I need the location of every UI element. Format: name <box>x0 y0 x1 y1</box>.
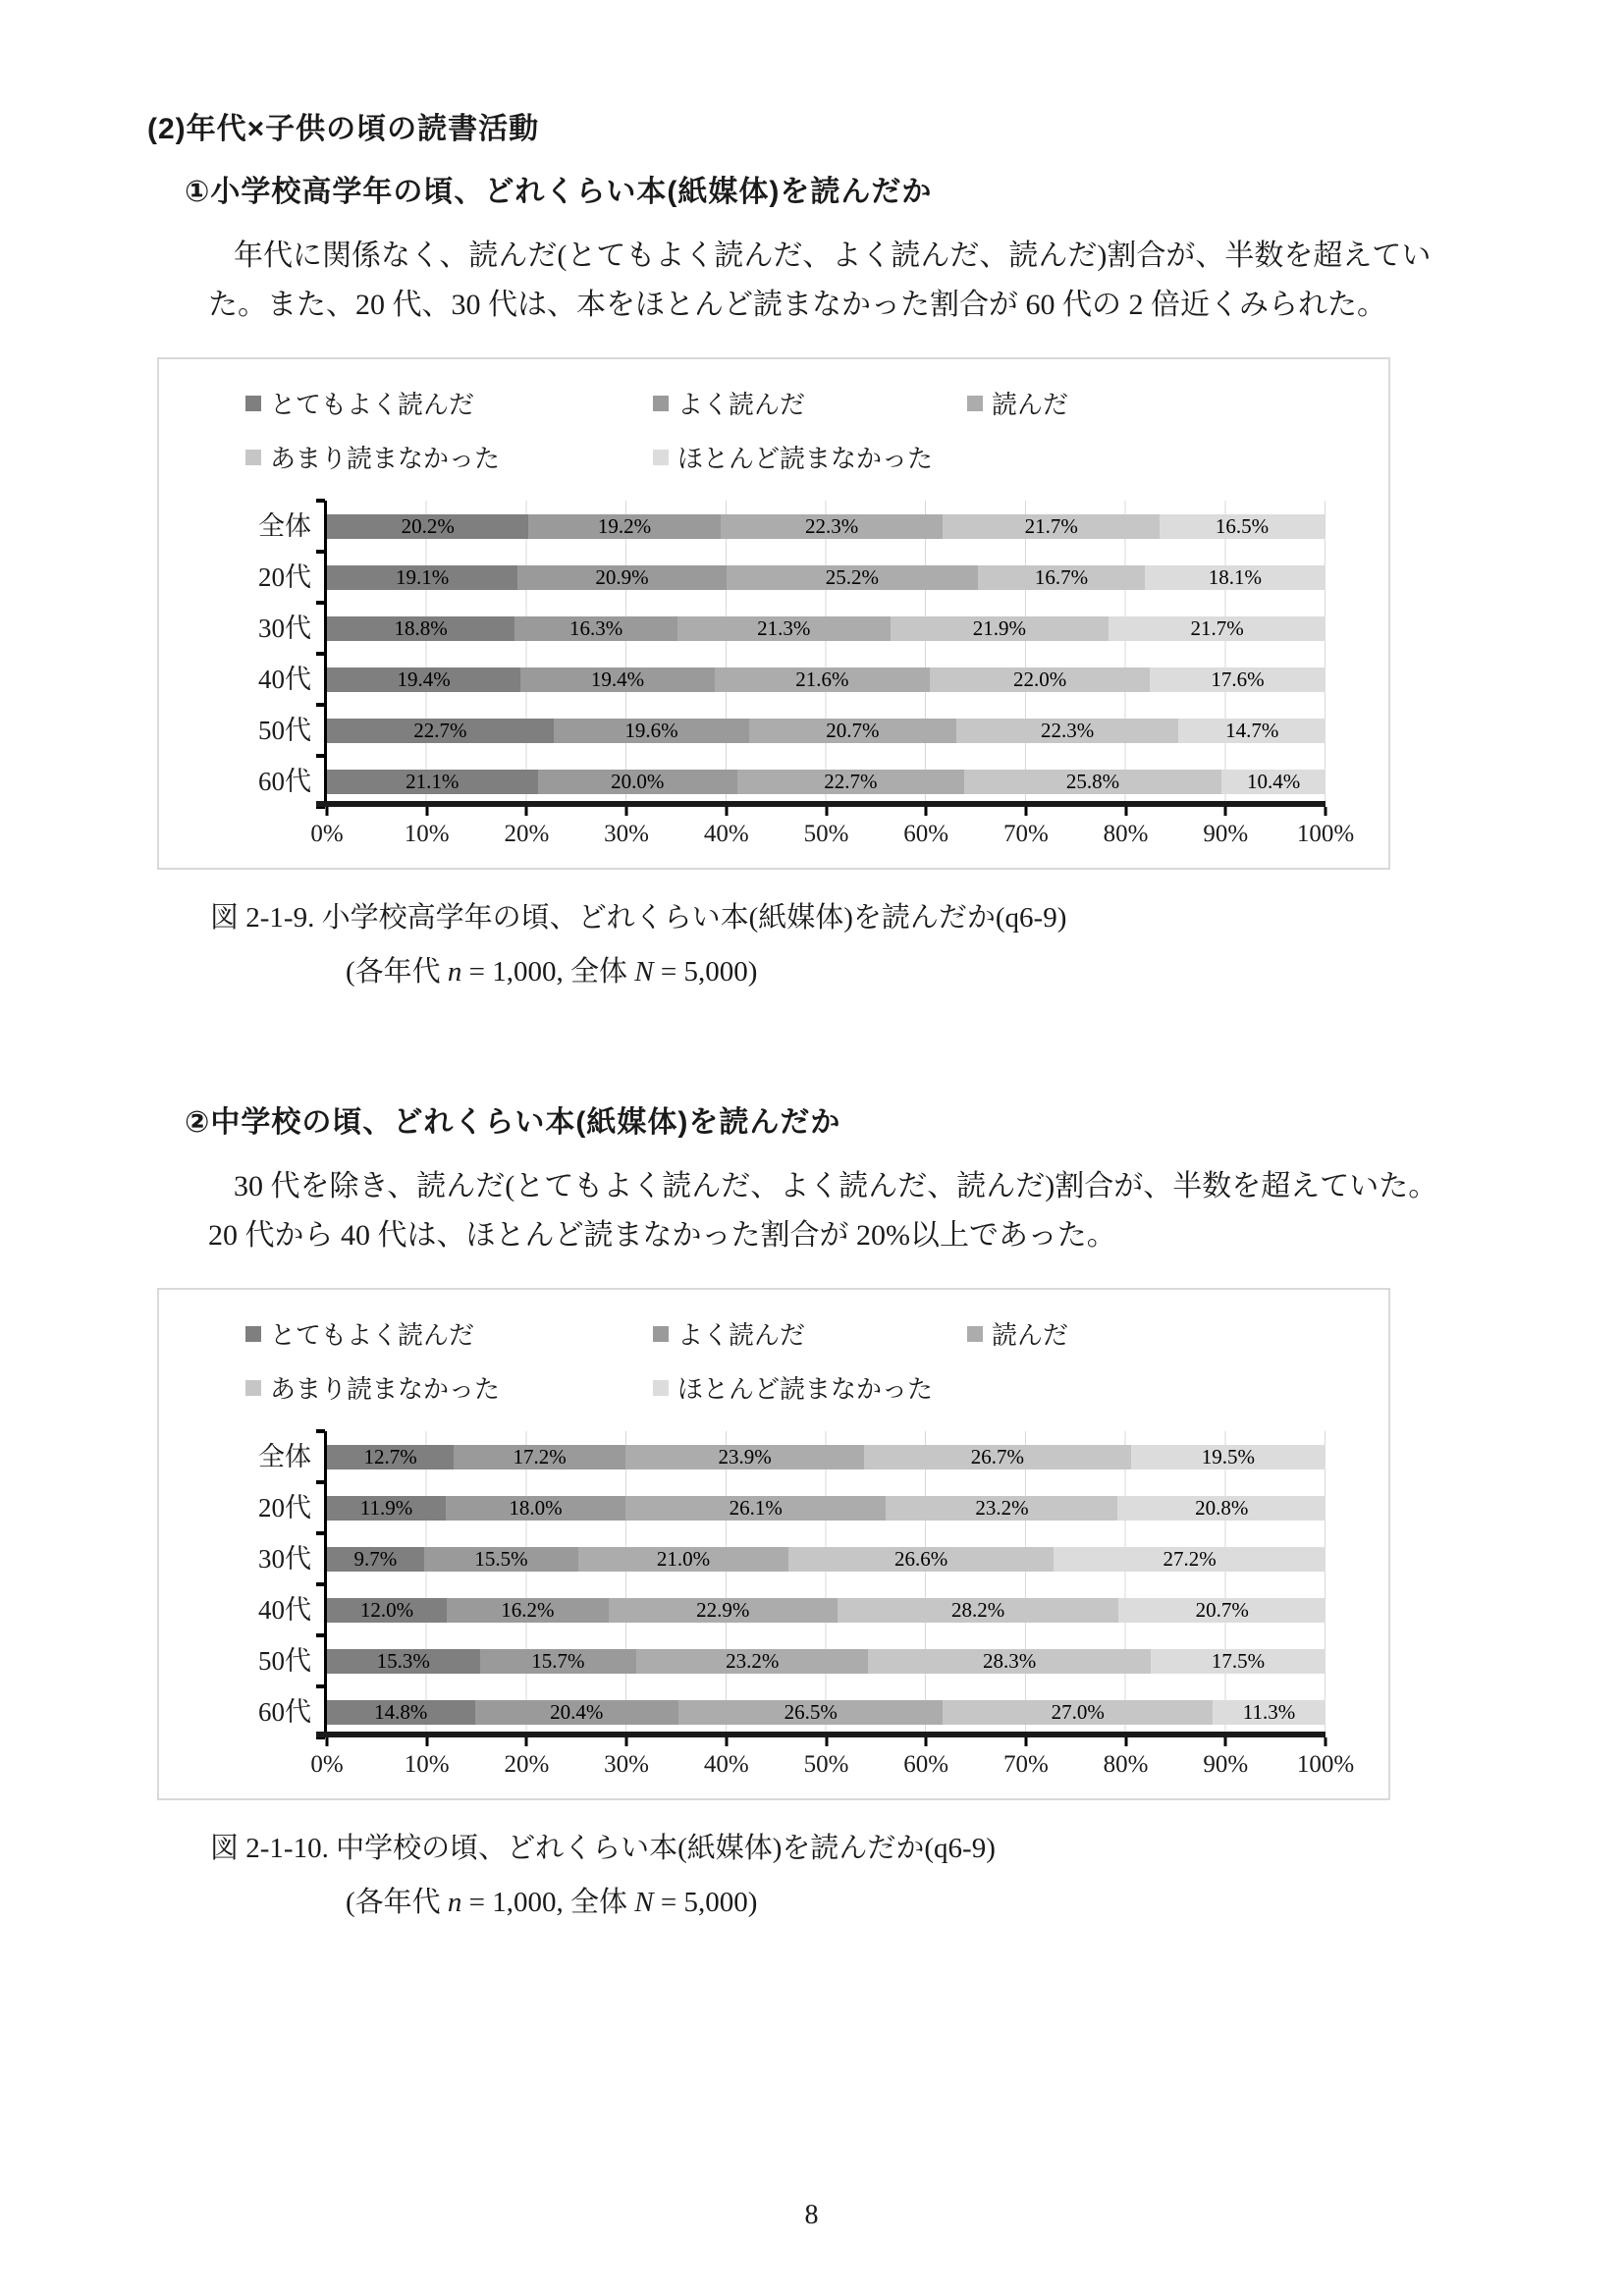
bar-segment: 20.2% <box>327 514 528 539</box>
bar-row <box>327 501 1325 552</box>
bar-segment: 28.3% <box>868 1649 1151 1674</box>
y-axis-tick <box>316 1735 325 1739</box>
category-label: 20代 <box>258 1493 311 1522</box>
bar-segment: 16.3% <box>514 616 677 641</box>
bar-segment: 12.7% <box>327 1445 454 1469</box>
note-text: = 1,000, 全体 <box>461 1887 635 1918</box>
stacked-bar <box>327 1496 1325 1521</box>
stacked-bar <box>327 1547 1325 1572</box>
stacked-bar <box>327 616 1325 641</box>
bar-segment: 20.8% <box>1117 1496 1325 1521</box>
bar-row <box>327 1533 1325 1584</box>
x-axis-label: 80% <box>1103 1751 1149 1778</box>
x-axis-label: 20% <box>504 1751 550 1778</box>
category-label: 40代 <box>258 665 311 694</box>
y-axis-tick <box>316 652 325 656</box>
category-label: 60代 <box>258 767 311 796</box>
plot-area <box>258 1431 1355 1778</box>
bar-segment: 20.0% <box>538 770 737 794</box>
legend-swatch-icon <box>653 450 669 465</box>
x-axis-label: 100% <box>1296 1751 1355 1778</box>
bar-segment: 19.1% <box>327 565 517 590</box>
chart-figure-2 <box>157 1288 1390 1800</box>
bar-segment: 20.4% <box>475 1700 678 1725</box>
y-axis-tick <box>316 550 325 554</box>
legend-swatch-icon <box>653 1380 669 1396</box>
bar-row <box>327 1482 1325 1533</box>
category-label: 全体 <box>258 511 311 541</box>
figure-caption-note <box>346 1880 1623 1920</box>
legend-label: とてもよく読んだ <box>270 1321 475 1350</box>
x-axis-tick <box>1325 1737 1327 1746</box>
x-axis-label: 30% <box>604 1751 650 1778</box>
legend-swatch-icon <box>967 1326 983 1342</box>
bar-row <box>327 1686 1325 1737</box>
legend-swatch-icon <box>245 1380 261 1396</box>
legend-label: ほとんど読まなかった <box>677 445 934 473</box>
legend-label: あまり読まなかった <box>270 445 501 473</box>
y-axis-tick <box>316 1633 325 1637</box>
x-axis-tick <box>525 1737 528 1746</box>
bar-segment: 21.0% <box>578 1547 788 1572</box>
legend-label: よく読んだ <box>677 391 806 419</box>
x-axis-label: 60% <box>903 1751 949 1778</box>
stacked-bar <box>327 1649 1325 1674</box>
x-axis-label: 0% <box>310 1751 344 1778</box>
chart-legend <box>245 1315 1068 1406</box>
note-text: = 1,000, 全体 <box>461 956 635 988</box>
bar-segment: 27.2% <box>1054 1547 1325 1572</box>
bar-segment: 9.7% <box>327 1547 424 1572</box>
legend-item <box>245 1369 653 1406</box>
x-axis-label: 70% <box>1002 1751 1049 1778</box>
x-axis-label: 20% <box>504 821 550 847</box>
x-axis-tick <box>425 1737 428 1746</box>
stacked-bar <box>327 1445 1325 1469</box>
bar-segment: 26.5% <box>678 1700 944 1725</box>
x-axis-tick <box>625 1737 628 1746</box>
legend-swatch-icon <box>967 396 983 411</box>
bar-segment: 18.1% <box>1145 565 1325 590</box>
legend-item <box>245 385 653 421</box>
bar-segment: 21.3% <box>677 616 891 641</box>
x-axis-tick <box>326 807 329 816</box>
figure-caption: 図 2-1-10. 中学校の頃、どれくらい本(紙媒体)を読んだか(q6-9) <box>210 1833 996 1864</box>
bar-row <box>327 1584 1325 1635</box>
y-axis-tick <box>316 601 325 605</box>
x-axis-tick <box>1224 807 1227 816</box>
bar-segment: 16.2% <box>447 1598 609 1623</box>
x-axis-tick <box>725 807 728 816</box>
bar-segment: 15.5% <box>424 1547 579 1572</box>
category-label: 60代 <box>258 1697 311 1727</box>
bar-segment: 11.3% <box>1213 1700 1325 1725</box>
bar-segment: 20.7% <box>1118 1598 1325 1623</box>
bar-segment: 14.8% <box>327 1700 475 1725</box>
stacked-bar <box>327 514 1325 539</box>
x-axis-label: 90% <box>1203 1751 1249 1778</box>
y-axis-tick <box>316 499 325 503</box>
stacked-bar <box>327 1700 1325 1725</box>
x-axis-label: 40% <box>703 1751 749 1778</box>
bar-segment: 22.9% <box>609 1598 838 1623</box>
y-axis-tick <box>316 1582 325 1586</box>
bar-segment: 23.9% <box>625 1445 864 1469</box>
bar-segment: 11.9% <box>327 1496 446 1521</box>
bar-segment: 22.7% <box>327 719 554 743</box>
legend-item <box>967 1315 1068 1352</box>
category-label: 50代 <box>258 1646 311 1676</box>
legend-label: 読んだ <box>992 391 1069 419</box>
bar-segment: 16.5% <box>1160 514 1325 539</box>
legend-label: あまり読まなかった <box>270 1375 501 1404</box>
legend-swatch-icon <box>653 396 669 411</box>
page-number: 8 <box>804 2200 819 2230</box>
legend-label: ほとんど読まなかった <box>677 1375 934 1404</box>
bar-row <box>327 654 1325 705</box>
chart-figure-1 <box>157 357 1390 870</box>
x-axis-tick <box>925 807 928 816</box>
legend-item <box>967 385 1068 421</box>
x-axis-tick <box>725 1737 728 1746</box>
bar-row <box>327 705 1325 756</box>
bar-row <box>327 603 1325 654</box>
category-label: 40代 <box>258 1595 311 1625</box>
figure-caption: 図 2-1-9. 小学校高学年の頃、どれくらい本(紙媒体)を読んだか(q6-9) <box>210 902 1067 934</box>
note-N-symbol: N <box>634 1887 654 1918</box>
legend-swatch-icon <box>245 396 261 411</box>
x-axis-label: 60% <box>903 821 949 847</box>
stacked-bar <box>327 565 1325 590</box>
bar-segment: 19.4% <box>327 667 520 692</box>
legend-item <box>653 1369 967 1406</box>
bar-segment: 22.3% <box>956 719 1179 743</box>
bar-segment: 18.8% <box>327 616 514 641</box>
bar-segment: 19.6% <box>554 719 749 743</box>
x-axis-label: 10% <box>404 1751 450 1778</box>
plot-area <box>258 501 1355 847</box>
bar-segment: 21.7% <box>943 514 1160 539</box>
legend-swatch-icon <box>245 1326 261 1342</box>
legend-item <box>653 1315 967 1352</box>
x-axis-label: 0% <box>310 821 344 847</box>
note-text: = 5,000) <box>653 956 758 988</box>
paragraph-line: 20 代から 40 代は、ほとんど読まなかった割合が 20%以上であった。 <box>208 1219 1116 1252</box>
section2-heading: ②中学校の頃、どれくらい本(紙媒体)を読んだか <box>185 1106 841 1139</box>
legend-swatch-icon <box>245 450 261 465</box>
x-axis-tick <box>1124 1737 1127 1746</box>
x-axis-tick <box>625 807 628 816</box>
bar-segment: 15.3% <box>327 1649 480 1674</box>
bar-segment: 21.7% <box>1109 616 1325 641</box>
bar-segment: 14.7% <box>1178 719 1325 743</box>
note-text: = 5,000) <box>653 1887 758 1918</box>
y-axis-tick <box>316 805 325 809</box>
x-axis-tick <box>425 807 428 816</box>
x-axis-label: 90% <box>1203 821 1249 847</box>
note-text: (各年代 <box>346 1887 448 1918</box>
bar-segment: 21.9% <box>891 616 1109 641</box>
paragraph-line: た。また、20 代、30 代は、本をほとんど読まなかった割合が 60 代の 2 倍近くみられた。 <box>208 289 1386 321</box>
bar-segment: 17.6% <box>1150 667 1325 692</box>
section2-paragraph <box>208 1162 1505 1260</box>
bar-segment: 21.1% <box>327 770 538 794</box>
x-axis-tick <box>825 1737 828 1746</box>
chart-legend <box>245 385 1068 475</box>
x-axis-label: 100% <box>1296 821 1355 847</box>
category-label: 30代 <box>258 1544 311 1574</box>
bar-segment: 20.7% <box>749 719 956 743</box>
x-axis-tick <box>925 1737 928 1746</box>
y-axis-tick <box>316 703 325 707</box>
y-axis-tick <box>316 1531 325 1535</box>
bar-segment: 15.7% <box>480 1649 637 1674</box>
legend-item <box>245 439 653 475</box>
legend-item <box>653 439 967 475</box>
page-heading: (2)年代×子供の頃の読書活動 <box>147 113 540 145</box>
bar-segment: 19.5% <box>1131 1445 1325 1469</box>
bar-row <box>327 756 1325 807</box>
stacked-bar <box>327 770 1325 794</box>
bar-segment: 28.2% <box>838 1598 1119 1623</box>
x-axis-label: 50% <box>803 1751 849 1778</box>
bar-segment: 17.2% <box>454 1445 625 1469</box>
note-text: (各年代 <box>346 956 448 988</box>
x-axis-label: 70% <box>1002 821 1049 847</box>
note-n-symbol: n <box>447 956 462 988</box>
section1-paragraph <box>208 232 1505 330</box>
bar-segment: 26.1% <box>625 1496 886 1521</box>
legend-item <box>653 385 967 421</box>
x-axis-tick <box>1124 807 1127 816</box>
y-axis-tick <box>316 1480 325 1484</box>
bar-segment: 22.7% <box>737 770 964 794</box>
bar-segment: 23.2% <box>636 1649 868 1674</box>
bar-segment: 22.0% <box>930 667 1150 692</box>
y-axis-tick <box>316 1429 325 1433</box>
x-axis-tick <box>1224 1737 1227 1746</box>
note-n-symbol: n <box>447 1887 462 1918</box>
bar-segment: 21.6% <box>715 667 931 692</box>
paragraph-line: 年代に関係なく、読んだ(とてもよく読んだ、よく読んだ、読んだ)割合が、半数を超えてい <box>234 240 1432 272</box>
x-axis-label: 30% <box>604 821 650 847</box>
bar-segment: 22.3% <box>721 514 944 539</box>
x-axis-tick <box>1325 807 1327 816</box>
bar-segment: 12.0% <box>327 1598 447 1623</box>
x-axis-label: 80% <box>1103 821 1149 847</box>
legend-label: よく読んだ <box>677 1321 806 1350</box>
category-label: 20代 <box>258 562 311 592</box>
legend-swatch-icon <box>653 1326 669 1342</box>
y-axis-tick <box>316 1684 325 1688</box>
x-axis-tick <box>525 807 528 816</box>
legend-item <box>245 1315 653 1352</box>
x-axis-tick <box>825 807 828 816</box>
stacked-bar <box>327 667 1325 692</box>
bar-segment: 25.2% <box>727 565 978 590</box>
category-label: 全体 <box>258 1442 311 1471</box>
x-axis-label: 10% <box>404 821 450 847</box>
bar-segment: 19.4% <box>520 667 714 692</box>
bar-segment: 26.7% <box>864 1445 1131 1469</box>
x-axis-tick <box>326 1737 329 1746</box>
bar-row <box>327 1635 1325 1686</box>
x-axis-label: 40% <box>703 821 749 847</box>
bar-segment: 23.2% <box>886 1496 1117 1521</box>
category-label: 30代 <box>258 614 311 643</box>
figure-caption-note <box>346 949 1623 989</box>
bar-segment: 18.0% <box>446 1496 625 1521</box>
bar-segment: 20.9% <box>517 565 727 590</box>
y-axis-tick <box>316 754 325 758</box>
bar-segment: 19.2% <box>528 514 720 539</box>
stacked-bar <box>327 719 1325 743</box>
x-axis-tick <box>1024 1737 1027 1746</box>
legend-label: とてもよく読んだ <box>270 391 475 419</box>
legend-label: 読んだ <box>992 1321 1069 1350</box>
note-N-symbol: N <box>634 956 654 988</box>
bar-segment: 17.5% <box>1151 1649 1325 1674</box>
bar-segment: 26.6% <box>788 1547 1055 1572</box>
category-label: 50代 <box>258 716 311 745</box>
x-axis-label: 50% <box>803 821 849 847</box>
bar-segment: 16.7% <box>978 565 1145 590</box>
bar-segment: 27.0% <box>943 1700 1213 1725</box>
section1-heading: ①小学校高学年の頃、どれくらい本(紙媒体)を読んだか <box>185 176 933 208</box>
stacked-bar <box>327 1598 1325 1623</box>
bar-row <box>327 1431 1325 1482</box>
bar-row <box>327 552 1325 603</box>
paragraph-line: 30 代を除き、読んだ(とてもよく読んだ、よく読んだ、読んだ)割合が、半数を超えていた。 <box>234 1170 1438 1202</box>
bar-segment: 10.4% <box>1221 770 1325 794</box>
x-axis-tick <box>1024 807 1027 816</box>
bar-segment: 25.8% <box>964 770 1221 794</box>
